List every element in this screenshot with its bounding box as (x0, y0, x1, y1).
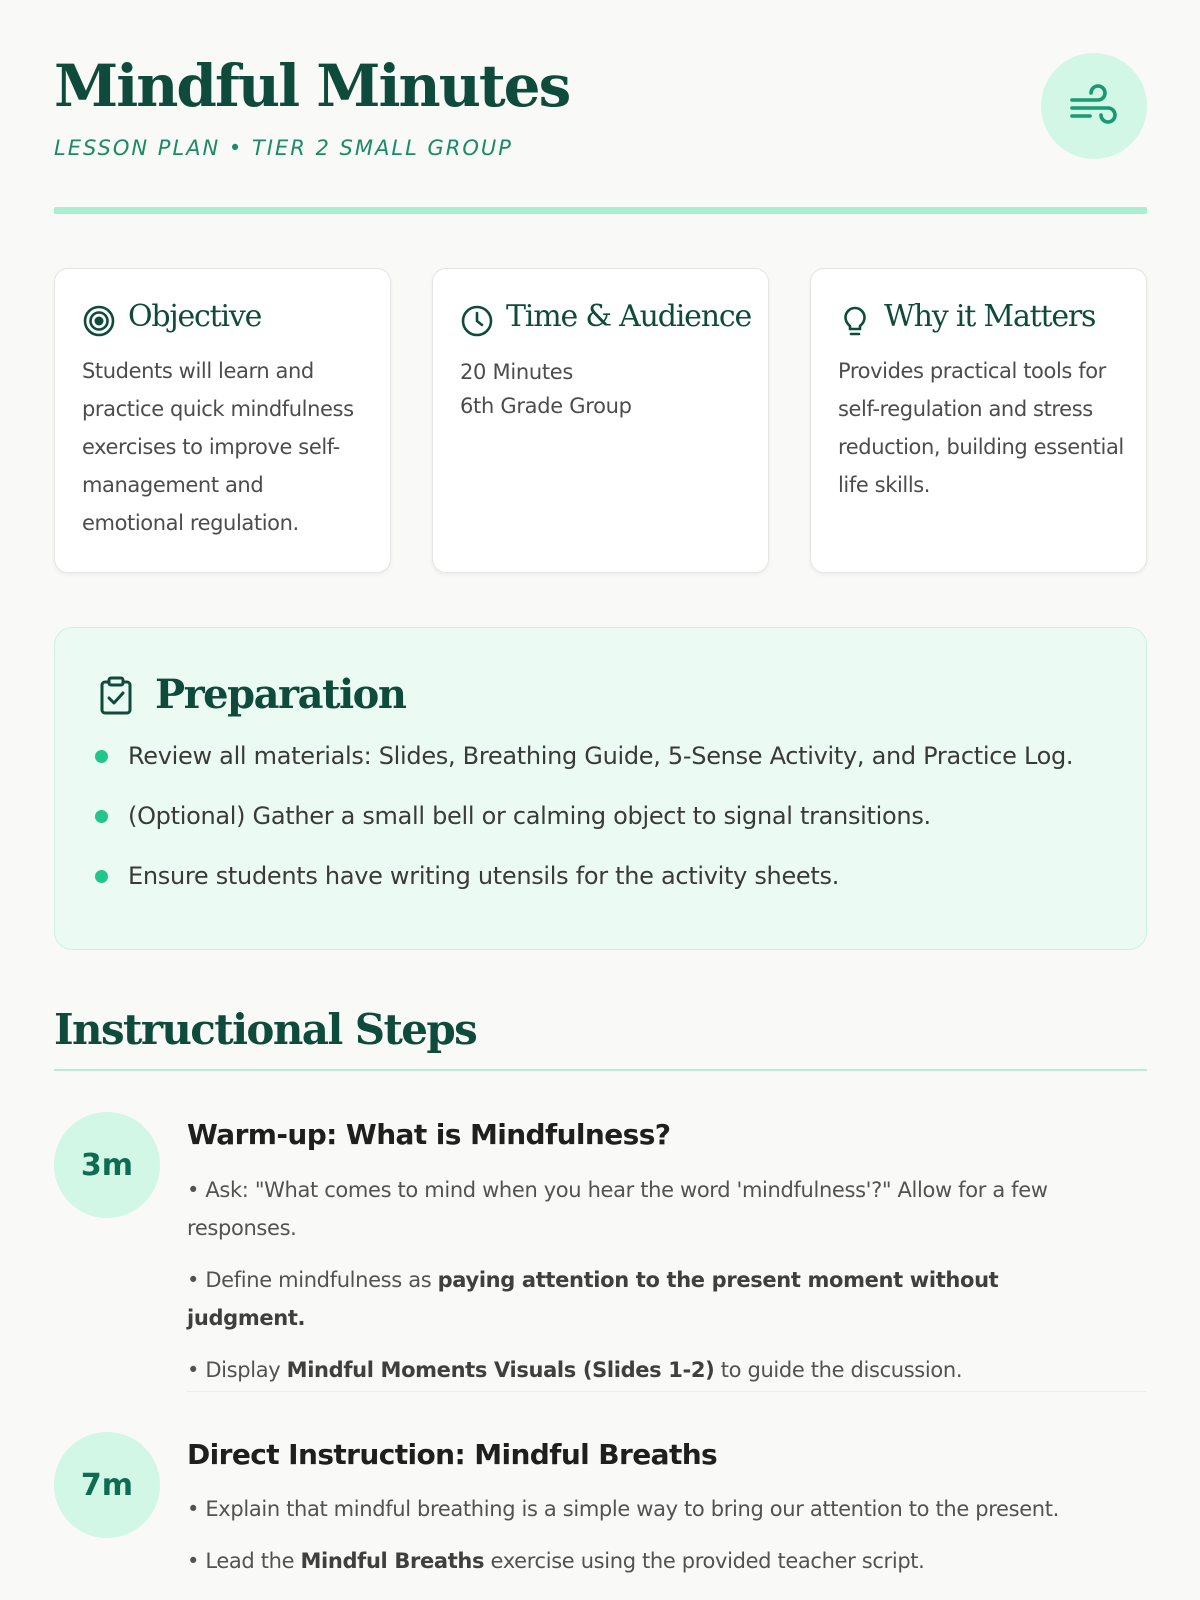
objective-title: Objective (128, 299, 262, 334)
bullet-dot (95, 750, 108, 763)
step-bullet (187, 1490, 1092, 1528)
step-bullet (187, 1171, 1092, 1247)
step-bullet-list (187, 1490, 1092, 1594)
logo-badge (1041, 53, 1147, 159)
preparation-item-text: Review all materials: Slides, Breathing Guide, 5-Sense Activity, and Practice Log. (128, 742, 1074, 770)
section-divider (54, 1069, 1147, 1071)
bullet-text: • Define mindfulness as (187, 1268, 438, 1292)
time-audience-title: Time & Audience (506, 299, 751, 334)
preparation-section (54, 627, 1147, 950)
bullet-emphasis: paying attention to the present moment without judgment. (187, 1268, 999, 1330)
clipboard-check-icon (97, 676, 135, 716)
step-bullet (187, 1542, 1092, 1580)
lightbulb-icon (838, 304, 872, 338)
objective-card (54, 268, 391, 573)
bullet-text: exercise using the provided teacher script. (484, 1549, 925, 1573)
step-duration-badge: 3m (54, 1112, 160, 1218)
step-bullet-list (187, 1171, 1092, 1403)
bullet-text: • Explain that mindful breathing is a simple way to bring our attention to the present. (187, 1497, 1059, 1521)
header-divider (54, 207, 1147, 214)
time-audience-card (432, 268, 769, 573)
bullet-text: • Lead the (187, 1549, 301, 1573)
list-item (95, 858, 1135, 898)
instructional-steps-heading: Instructional Steps (54, 1005, 477, 1054)
lesson-plan-page (54, 0, 1147, 1600)
audience-text: 6th Grade Group (460, 394, 632, 418)
preparation-item-text: (Optional) Gather a small bell or calming object to signal transitions. (128, 802, 931, 830)
why-it-matters-title: Why it Matters (884, 299, 1096, 334)
step-bullet (187, 1261, 1092, 1337)
why-it-matters-card (810, 268, 1147, 573)
page-title: Mindful Minutes (54, 52, 570, 120)
objective-text: Students will learn and practice quick mindfulness exercises to improve self-management and emotional regulation. (82, 359, 354, 535)
list-item (95, 738, 1135, 778)
clock-icon (460, 304, 494, 338)
step-divider (187, 1391, 1147, 1392)
preparation-item-text: Ensure students have writing utensils for the activity sheets. (128, 862, 840, 890)
page-subtitle: LESSON PLAN • TIER 2 SMALL GROUP (54, 136, 513, 160)
bullet-emphasis: Mindful Breaths (300, 1549, 485, 1573)
time-audience-text (460, 355, 748, 423)
list-item (95, 798, 1135, 838)
step-bullet (187, 1351, 1092, 1389)
bullet-text: to guide the discussion. (714, 1358, 963, 1382)
bullet-dot (95, 810, 108, 823)
bullet-text: • Ask: "What comes to mind when you hear the word 'mindfulness'?" Allow for a few responses. (187, 1178, 1048, 1240)
why-it-matters-text: Provides practical tools for self-regulation and stress reduction, building essential life skills. (838, 359, 1124, 497)
duration-text: 20 Minutes (460, 360, 574, 384)
step-duration-badge: 7m (54, 1432, 160, 1538)
bullet-dot (95, 870, 108, 883)
step-title: Warm-up: What is Mindfulness? (187, 1118, 671, 1151)
target-icon (82, 304, 116, 338)
bullet-emphasis: Mindful Moments Visuals (Slides 1-2) (286, 1358, 715, 1382)
bullet-text: • Display (187, 1358, 287, 1382)
step-title: Direct Instruction: Mindful Breaths (187, 1438, 718, 1471)
wind-icon (1068, 84, 1120, 128)
preparation-title: Preparation (155, 671, 406, 718)
